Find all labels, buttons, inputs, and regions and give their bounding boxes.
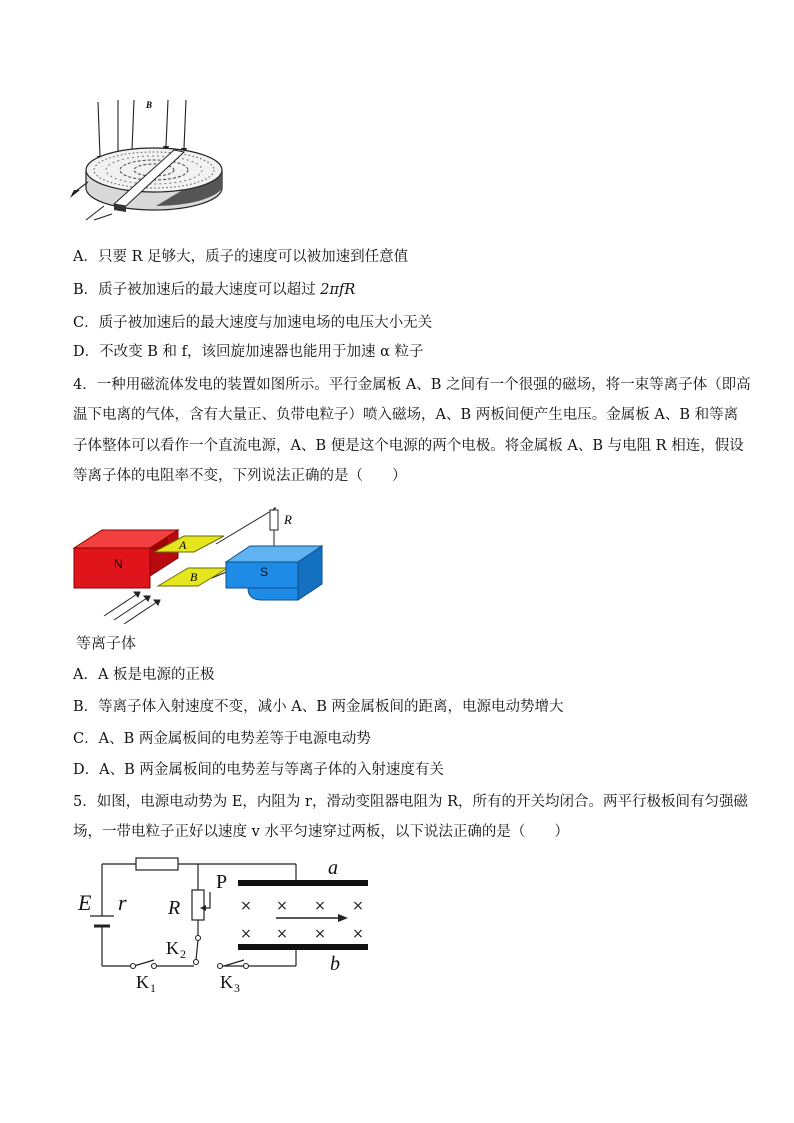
field-cross-4: × xyxy=(352,898,364,914)
k3-label: K xyxy=(220,972,233,992)
q3-option-c: C．质子被加速后的最大速度与加速电场的电压大小无关 xyxy=(73,315,433,331)
k1-subscript: 1 xyxy=(150,981,156,995)
field-cross-6: × xyxy=(276,926,288,942)
q4-stem-line-1: 4．一种用磁流体发电的装置如图所示。平行金属板 A、B 之间有一个很强的磁场，将一束等离子体（即高 xyxy=(73,377,751,393)
field-label-b: B xyxy=(146,100,153,110)
plasma-caption: 等离子体 xyxy=(76,634,137,652)
circuit-figure xyxy=(70,852,390,1002)
q3-option-b xyxy=(73,280,355,300)
q3-option-a: A．只要 R 足够大，质子的速度可以被加速到任意值 xyxy=(73,249,409,265)
k2-label: K xyxy=(166,938,179,958)
q5-stem-line-2: 场，一带电粒子正好以速度 v 水平匀速穿过两板，以下说法正确的是（ ） xyxy=(73,824,569,840)
field-cross-7: × xyxy=(314,926,326,942)
q4-option-b: B．等离子体入射速度不变，减小 A、B 两金属板间的距离，电源电动势增大 xyxy=(73,699,564,715)
q5-stem-line-1: 5．如图，电源电动势为 E，内阻为 r，滑动变阻器电阻为 R，所有的开关均闭合。两平行极板间有匀强磁 xyxy=(73,794,748,810)
k2-subscript: 2 xyxy=(180,947,186,961)
plate-b-label: B xyxy=(190,570,198,584)
q4-stem-line-2: 温下电离的气体，含有大量正、负带电粒子）喷入磁场，A、B 两板间便产生电压。金属板 A、B 和等离 xyxy=(73,407,739,423)
k1-label: K xyxy=(136,972,149,992)
q3-option-b-formula: 2πfR xyxy=(320,282,356,298)
q3-option-b-text: B．质子被加速后的最大速度可以超过 xyxy=(73,282,321,298)
field-cross-2: × xyxy=(276,898,288,914)
internal-resistance-label: r xyxy=(118,890,127,915)
plate-b-label-circuit: b xyxy=(330,953,340,975)
resistor-label: R xyxy=(284,512,292,527)
mhd-generator-figure xyxy=(66,500,336,630)
q4-stem-line-4: 等离子体的电阻率不变，下列说法正确的是（ ） xyxy=(73,468,407,484)
plate-a-label: A xyxy=(179,538,187,552)
emf-label: E xyxy=(78,890,92,915)
q4-option-d: D．A、B 两金属板间的电势差与等离子体的入射速度有关 xyxy=(73,762,444,778)
q3-option-d: D．不改变 B 和 f，该回旋加速器也能用于加速 α 粒子 xyxy=(73,344,424,360)
field-cross-1: × xyxy=(240,898,252,914)
q4-option-c: C．A、B 两金属板间的电势差等于电源电动势 xyxy=(73,731,371,747)
field-cross-5: × xyxy=(240,926,252,942)
cyclotron-figure xyxy=(66,98,226,230)
pole-s-label: S xyxy=(260,565,269,579)
q4-stem-line-3: 子体整体可以看作一个直流电源，A、B 便是这个电源的两个电极。将金属板 A、B 与电阻 R 相连，假设 xyxy=(73,438,744,454)
field-cross-8: × xyxy=(352,926,364,942)
field-cross-3: × xyxy=(314,898,326,914)
rheostat-label: R xyxy=(168,897,181,919)
slider-label: P xyxy=(216,871,228,893)
pole-n-label: N xyxy=(114,557,123,571)
q4-option-a: A．A 板是电源的正极 xyxy=(73,667,215,683)
plate-a-label-circuit: a xyxy=(328,857,338,879)
k3-subscript: 3 xyxy=(234,981,240,995)
